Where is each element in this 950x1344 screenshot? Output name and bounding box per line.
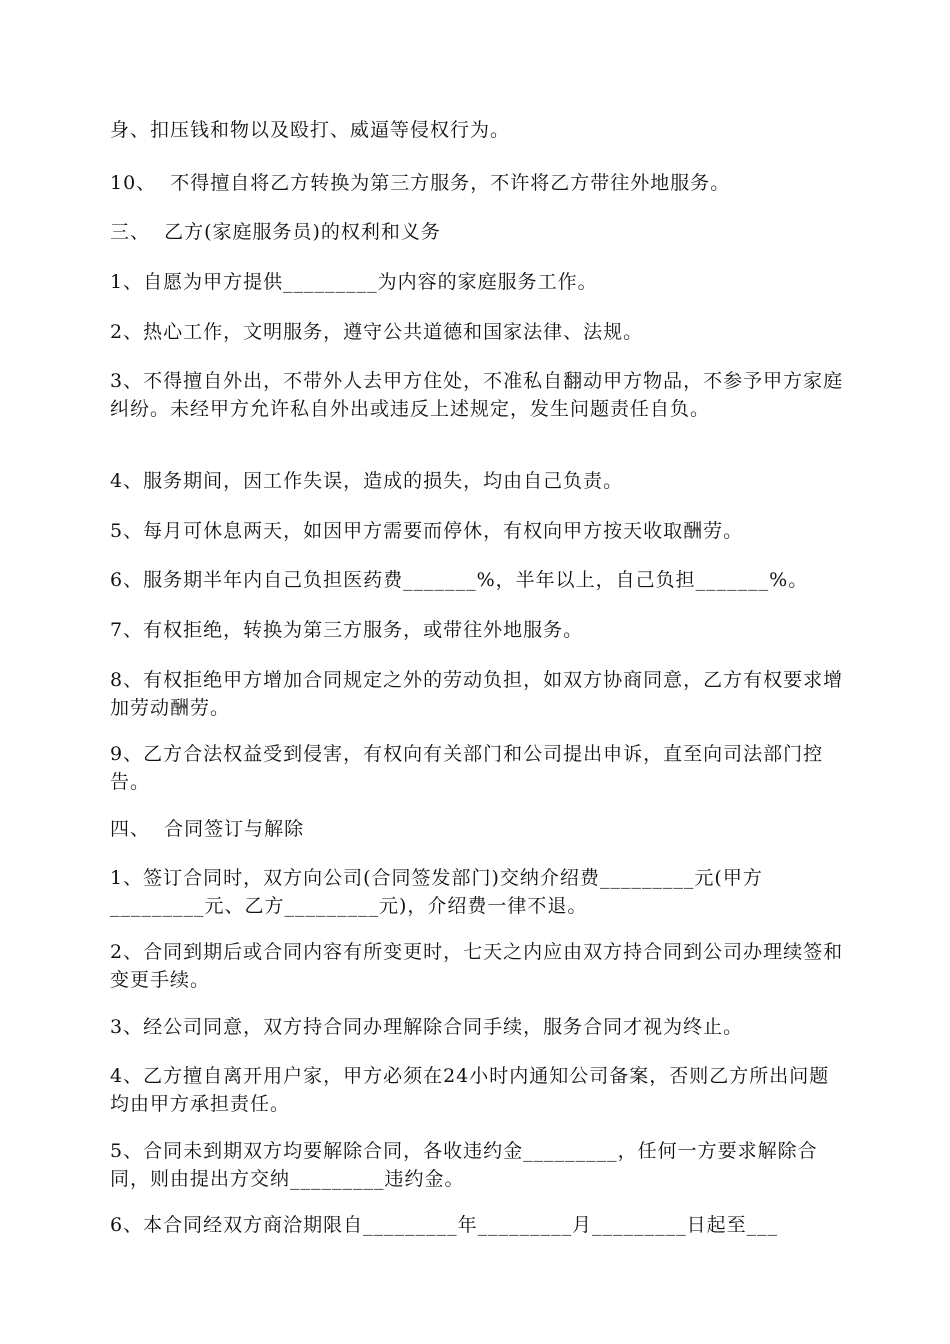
paragraph-15: 2、合同到期后或合同内容有所变更时，七天之内应由双方持合同到公司办理续签和变更手续。 xyxy=(110,941,844,991)
paragraph-14: 1、签订合同时，双方向公司(合同签发部门)交纳介绍费_________元(甲方_________元、乙方_________元)，介绍费一律不退。 xyxy=(110,867,763,917)
paragraph-17: 4、乙方擅自离开用户家，甲方必须在24小时内通知公司备案，否则乙方所出问题均由甲方承担责任。 xyxy=(110,1065,830,1115)
section-heading-3: 三、 乙方(家庭服务员)的权利和义务 xyxy=(110,221,441,243)
paragraph-1: 身、扣压钱和物以及殴打、威逼等侵权行为。 xyxy=(110,119,511,141)
paragraph-2: 10、 不得擅自将乙方转换为第三方服务，不许将乙方带往外地服务。 xyxy=(110,172,731,194)
paragraph-11: 8、有权拒绝甲方增加合同规定之外的劳动负担，如双方协商同意，乙方有权要求增加劳动酬劳。 xyxy=(110,669,844,719)
paragraph-18: 5、合同未到期双方均要解除合同，各收违约金_________，任何一方要求解除合同，则由提出方交纳_________违约金。 xyxy=(110,1140,818,1190)
paragraph-6: 3、不得擅自外出，不带外人去甲方住处，不准私自翻动甲方物品，不参予甲方家庭纠纷。未经甲方允许私自外出或违反上述规定，发生问题责任自负。 xyxy=(110,370,844,420)
paragraph-5: 2、热心工作，文明服务，遵守公共道德和国家法律、法规。 xyxy=(110,321,644,343)
paragraph-4: 1、自愿为甲方提供_________为内容的家庭服务工作。 xyxy=(110,271,598,293)
paragraph-9: 6、服务期半年内自己负担医药费_______%，半年以上，自己负担_______%。 xyxy=(110,569,809,591)
paragraph-12: 9、乙方合法权益受到侵害，有权向有关部门和公司提出申诉，直至向司法部门控告。 xyxy=(110,743,824,793)
paragraph-8: 5、每月可休息两天，如因甲方需要而停休，有权向甲方按天收取酬劳。 xyxy=(110,520,744,542)
paragraph-16: 3、经公司同意，双方持合同办理解除合同手续，服务合同才视为终止。 xyxy=(110,1016,744,1038)
section-heading-4: 四、 合同签订与解除 xyxy=(110,818,305,840)
paragraph-19: 6、本合同经双方商洽期限自_________年_________月_________日起至___ xyxy=(110,1214,779,1236)
paragraph-7: 4、服务期间，因工作失误，造成的损失，均由自己负责。 xyxy=(110,470,624,492)
paragraph-10: 7、有权拒绝，转换为第三方服务，或带往外地服务。 xyxy=(110,619,584,641)
